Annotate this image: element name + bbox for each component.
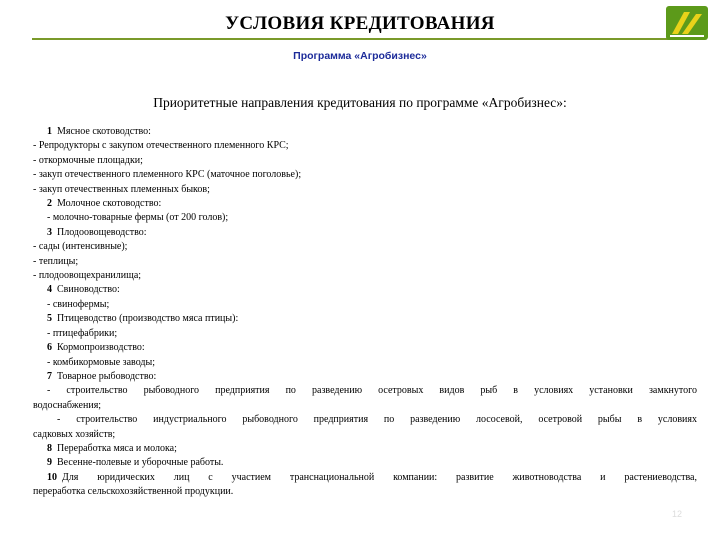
list-item: - Репродукторы с закупом отечественного племенного КРС;: [33, 140, 289, 152]
agro-leaf-logo-icon: [664, 4, 710, 42]
list-item: - теплицы;: [33, 255, 79, 267]
list-item: водоснабжения;: [33, 399, 102, 411]
list-item-header: 7 Товарное рыбоводство:: [47, 370, 157, 382]
header-divider: [32, 38, 672, 40]
list-item: - закуп отечественных племенных быков;: [33, 183, 210, 195]
list-item-header: 6 Кормопроизводство:: [47, 342, 145, 354]
list-item-header: 1 Мясное скотоводство:: [47, 126, 151, 137]
list-item: - закуп отечественного племенного КРС (маточное поголовье);: [33, 169, 302, 181]
list-item: - плодоовощехранилища;: [33, 270, 142, 282]
page-number: 12: [671, 509, 682, 519]
list-item: садковых хозяйств;: [33, 428, 116, 440]
list-item-header: 3 Плодоовощеводство:: [47, 226, 147, 238]
list-item-header: 8 Переработка мяса и молока;: [47, 442, 177, 454]
list-item: - сады (интенсивные);: [33, 241, 128, 253]
list-item: - строительство индустриального рыбоводного предприятия по разведению лососевой, осетровой рыбы в условиях: [57, 414, 697, 426]
list-item: - птицефабрики;: [47, 327, 118, 339]
list-item-header: 9 Весенне-полевые и уборочные работы.: [47, 457, 224, 469]
list-item: - откормочные площадки;: [33, 154, 143, 166]
section-heading: Приоритетные направления кредитования по программе «Агробизнес»:: [153, 95, 567, 110]
program-subtitle: Программа «Агробизнес»: [293, 50, 427, 62]
list-item-header: 10 Для юридических лиц с участием транснациональной компании: развитие животноводства и растениеводства,: [47, 471, 697, 483]
list-item: переработка сельскохозяйственной продукции.: [33, 486, 234, 498]
list-item-header: 2 Молочное скотоводство:: [47, 198, 162, 210]
list-item: - строительство рыбоводного предприятия по разведению осетровых видов рыб в условиях установки замкнутого: [47, 385, 697, 397]
list-item: - молочно-товарные фермы (от 200 голов);: [47, 212, 229, 224]
list-item: - свинофермы;: [47, 298, 110, 310]
list-item-header: 5 Птицеводство (производство мяса птицы):: [47, 313, 239, 325]
list-item-header: 4 Свиноводство:: [47, 284, 120, 296]
page-title: УСЛОВИЯ КРЕДИТОВАНИЯ: [225, 13, 495, 34]
list-item: - комбикормовые заводы;: [47, 356, 156, 368]
priority-list: [33, 125, 697, 500]
